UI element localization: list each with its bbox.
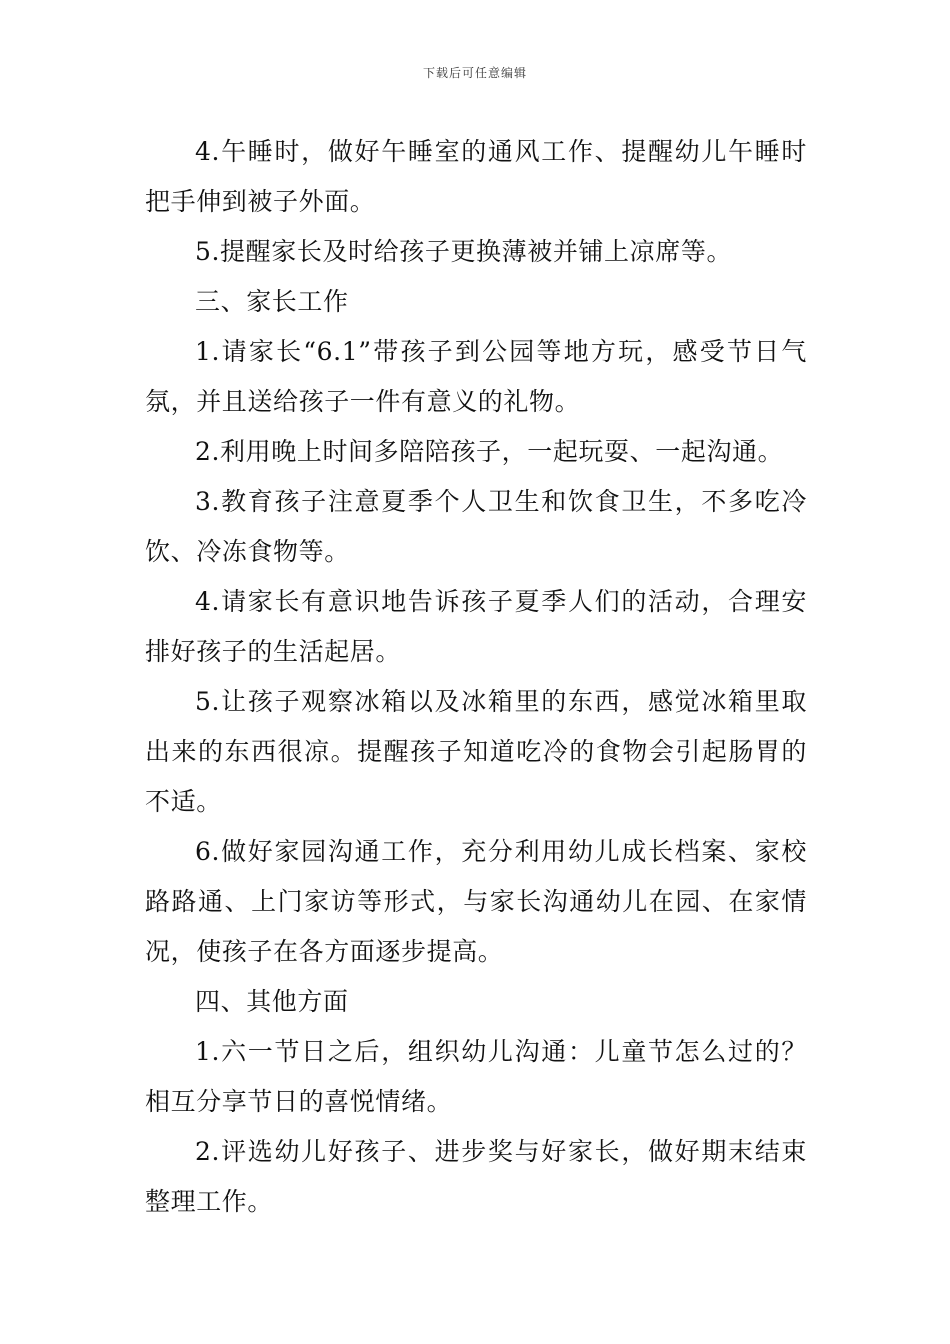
paragraph-nap-ventilation: 4.午睡时，做好午睡室的通风工作、提醒幼儿午睡时把手伸到被子外面。 <box>145 137 807 216</box>
section-heading-other-aspects: 四、其他方面 <box>195 987 349 1016</box>
section-heading-parent-work: 三、家长工作 <box>195 287 349 316</box>
paragraph-home-school-communication: 6.做好家园沟通工作，充分利用幼儿成长档案、家校路路通、上门家访等形式，与家长沟通幼儿在园、在家情况，使孩子在各方面逐步提高。 <box>145 837 807 966</box>
paragraph-fridge-observation: 5.让孩子观察冰箱以及冰箱里的东西，感觉冰箱里取出来的东西很凉。提醒孩子知道吃冷的食物会引起肠胃的不适。 <box>145 687 807 816</box>
paragraph-bedding-change: 5.提醒家长及时给孩子更换薄被并铺上凉席等。 <box>195 237 733 266</box>
document-body <box>145 127 807 1227</box>
paragraph-summer-hygiene: 3.教育孩子注意夏季个人卫生和饮食卫生，不多吃冷饮、冷冻食物等。 <box>145 487 807 566</box>
paragraph-awards-term-end: 2.评选幼儿好孩子、进步奖与好家长，做好期末结束整理工作。 <box>145 1137 807 1216</box>
paragraph-post-holiday-sharing: 1.六一节日之后，组织幼儿沟通：儿童节怎么过的？相互分享节日的喜悦情绪。 <box>145 1037 807 1116</box>
paragraph-evening-company: 2.利用晚上时间多陪陪孩子，一起玩耍、一起沟通。 <box>195 437 784 466</box>
page-header-note: 下载后可任意编辑 <box>422 66 527 80</box>
paragraph-summer-activities: 4.请家长有意识地告诉孩子夏季人们的活动，合理安排好孩子的生活起居。 <box>145 587 807 666</box>
paragraph-childrens-day-outing: 1.请家长“6.1”带孩子到公园等地方玩，感受节日气氛，并且送给孩子一件有意义的礼物。 <box>145 337 807 416</box>
